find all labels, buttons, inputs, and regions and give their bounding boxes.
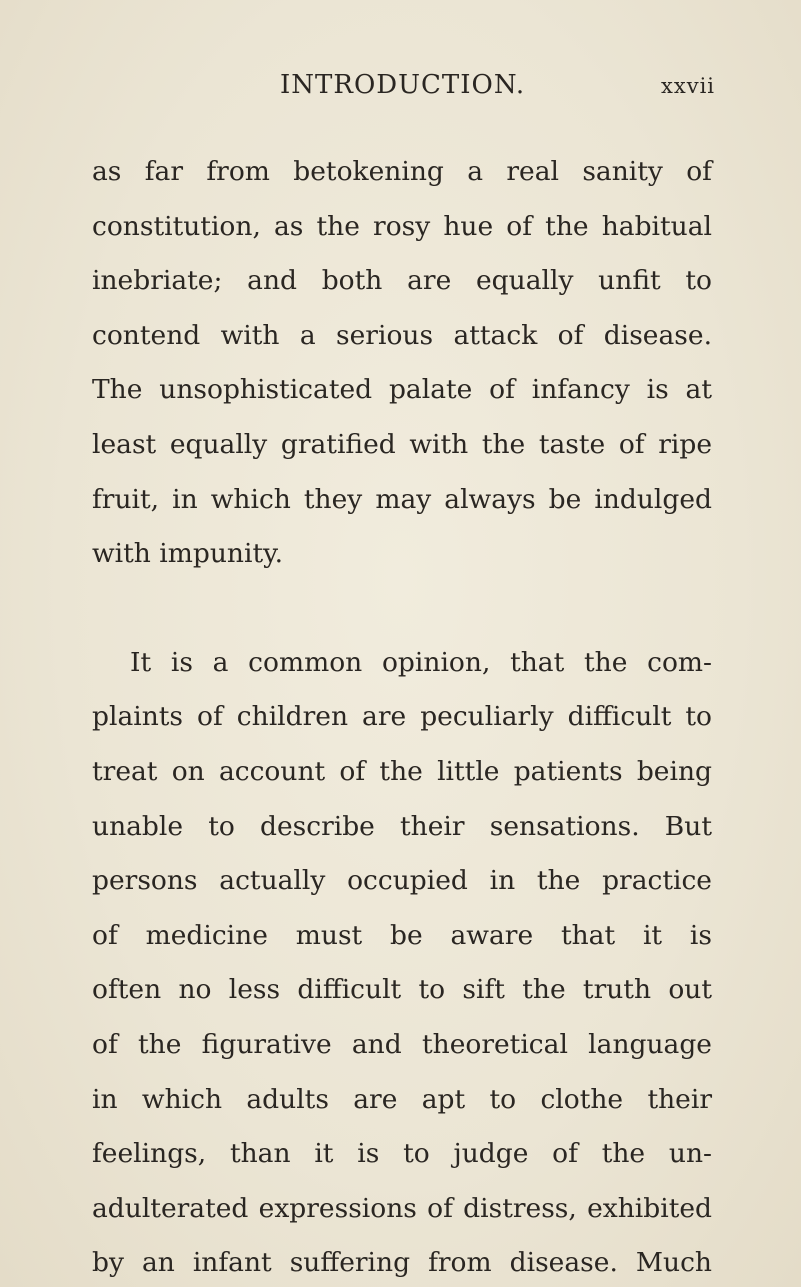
text-line: treat on account of the little patients being <box>92 755 712 787</box>
text-line: often no less difficult to sift the truth out <box>92 974 712 1006</box>
text-line: of medicine must be aware that it is <box>92 919 712 951</box>
text-line: by an infant suffering from disease. Much <box>92 1247 712 1279</box>
text-line: constitution, as the rosy hue of the habitual <box>92 210 712 242</box>
page-header <box>95 70 715 110</box>
text-line: feelings, than it is to judge of the un- <box>92 1138 712 1170</box>
text-line: fruit, in which they may always be indulged <box>92 483 712 515</box>
paragraph-1 <box>92 145 712 582</box>
text-line: as far from betokening a real sanity of <box>92 156 712 187</box>
page-number: xxvii <box>661 74 715 98</box>
body-text <box>92 145 712 1287</box>
text-line: persons actually occupied in the practice <box>92 865 712 897</box>
text-line: It is a common opinion, that the com- <box>130 646 712 678</box>
running-head: INTRODUCTION. <box>280 70 526 100</box>
text-line: unable to describe their sensations. But <box>92 810 712 842</box>
text-line: in which adults are apt to clothe their <box>92 1083 712 1115</box>
paragraph-gap <box>92 582 712 636</box>
text-line: contend with a serious attack of disease. <box>92 319 712 351</box>
paragraph-2 <box>92 636 712 1287</box>
text-line: of the figurative and theoretical language <box>92 1028 712 1060</box>
text-line: least equally gratified with the taste of ripe <box>92 428 712 460</box>
text-line: plaints of children are peculiarly difficult to <box>92 701 712 733</box>
text-line: adulterated expressions of distress, exhibited <box>92 1192 712 1224</box>
text-line: The unsophisticated palate of infancy is at <box>92 374 712 406</box>
text-line: inebriate; and both are equally unfit to <box>92 265 712 297</box>
text-line: with impunity. <box>92 538 283 570</box>
